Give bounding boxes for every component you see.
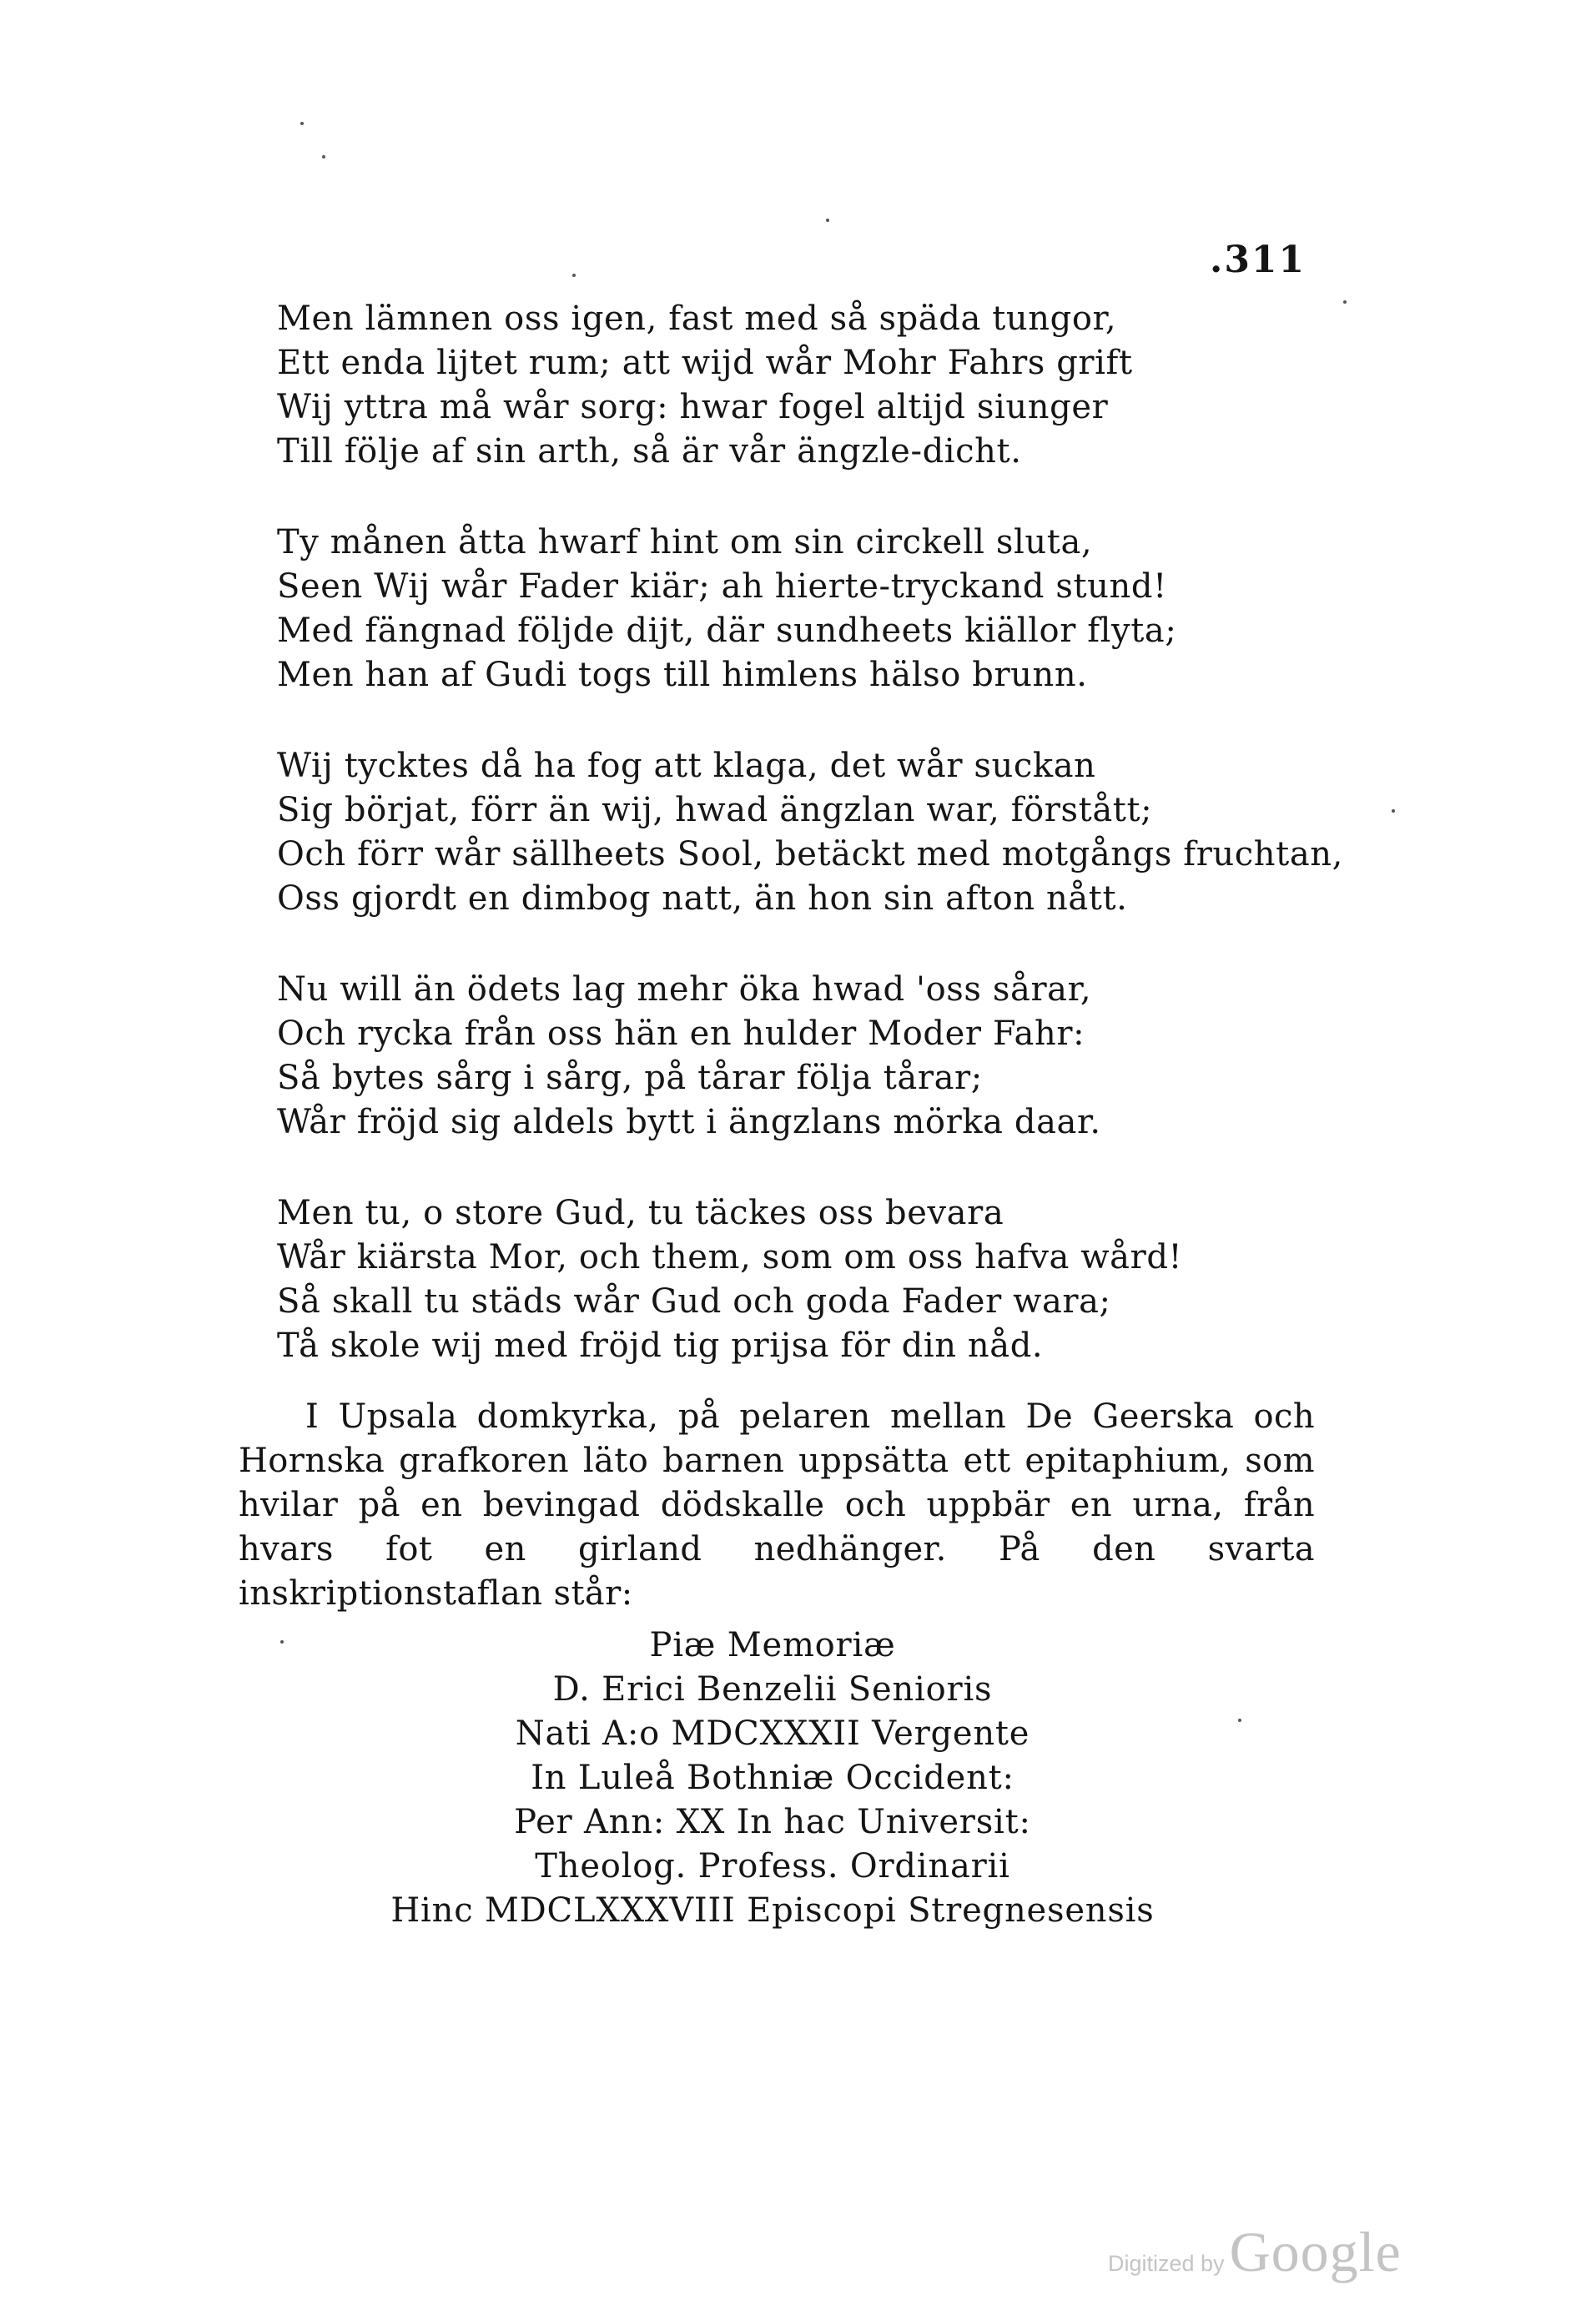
scan-speck xyxy=(1392,809,1395,813)
poem-line: Och rycka från oss hän en hulder Moder Fahr: xyxy=(277,1014,1085,1053)
inscription-line: D. Erici Benzelii Senioris xyxy=(552,1670,993,1709)
prose-paragraph: I Upsala domkyrka, på pelaren mellan De Geerska och Hornska grafkoren läto barnen uppsätta ett epitaphium, som hvilar på en bevingad dödskalle och uppbär en urna, från hvars fot en girland nedhänger. På den svarta inskriptionstaflan står: xyxy=(239,1397,1315,1613)
epitaph-inscription xyxy=(322,1624,1223,1933)
stanza-5 xyxy=(277,1191,1362,1368)
inscription-line: Theolog. Profess. Ordinarii xyxy=(535,1847,1010,1885)
poem-line: Nu will än ödets lag mehr öka hwad 'oss sårar, xyxy=(277,970,1092,1009)
poem-line: Wij tycktes då ha fog att klaga, det wår suckan xyxy=(277,747,1096,785)
poem xyxy=(277,297,1362,1415)
poem-line: Men tu, o store Gud, tu täckes oss bevara xyxy=(277,1194,1004,1232)
poem-line: Men lämnen oss igen, fast med så späda tungor, xyxy=(277,300,1117,338)
scan-speck xyxy=(572,274,576,277)
stanza-4 xyxy=(277,968,1362,1145)
digitized-watermark xyxy=(1108,2219,1402,2286)
poem-line: Oss gjordt en dimbog natt, än hon sin afton nått. xyxy=(277,879,1128,918)
scan-speck xyxy=(1343,300,1347,304)
digitized-label: Digitized by xyxy=(1108,2251,1225,2276)
poem-line: Ett enda lijtet rum; att wijd wår Mohr Fahrs grift xyxy=(277,344,1133,382)
stanza-2 xyxy=(277,521,1362,697)
scan-speck xyxy=(1238,1719,1241,1722)
google-logo: Google xyxy=(1229,2220,1402,2283)
inscription-line: Nati A:o MDCXXXII Vergente xyxy=(515,1714,1030,1753)
stanza-3 xyxy=(277,744,1362,921)
poem-line: Så skall tu städs wår Gud och goda Fader wara; xyxy=(277,1282,1111,1321)
inscription-line: In Luleå Bothniæ Occident: xyxy=(531,1759,1014,1797)
inscription-line: Hinc MDCLXXXVIII Episcopi Stregnesensis xyxy=(390,1891,1155,1930)
poem-line: Och förr wår sällheets Sool, betäckt med motgångs fruchtan, xyxy=(277,835,1343,874)
scan-speck xyxy=(300,122,304,125)
poem-line: Till följe af sin arth, så är vår ängzle-dicht. xyxy=(277,432,1022,471)
inscription-line: Piæ Memoriæ xyxy=(649,1626,896,1664)
scan-speck xyxy=(280,1640,284,1644)
poem-line: Wår fröjd sig aldels bytt i ängzlans mörka daar. xyxy=(277,1103,1101,1141)
scan-speck xyxy=(826,219,829,222)
scan-speck xyxy=(322,155,325,159)
poem-line: Seen Wij wår Fader kiär; ah hierte-tryckand stund! xyxy=(277,567,1167,606)
poem-line: Med fängnad följde dijt, där sundheets kiällor flyta; xyxy=(277,612,1177,650)
poem-line: Så bytes sårg i sårg, på tårar följa tårar; xyxy=(277,1059,983,1097)
poem-line: Ty månen åtta hwarf hint om sin circkell sluta, xyxy=(277,523,1093,561)
inscription-line: Per Ann: XX In hac Universit: xyxy=(514,1803,1031,1841)
poem-line: Wår kiärsta Mor, och them, som om oss hafva wård! xyxy=(277,1238,1183,1276)
poem-line: Tå skole wij med fröjd tig prijsa för din nåd. xyxy=(277,1327,1044,1365)
poem-line: Sig börjat, förr än wij, hwad ängzlan war, förstått; xyxy=(277,791,1153,829)
page-number: .311 xyxy=(1210,239,1307,281)
poem-line: Men han af Gudi togs till himlens hälso brunn. xyxy=(277,656,1088,694)
poem-line: Wij yttra må wår sorg: hwar fogel altijd siunger xyxy=(277,388,1109,426)
stanza-1 xyxy=(277,297,1362,474)
